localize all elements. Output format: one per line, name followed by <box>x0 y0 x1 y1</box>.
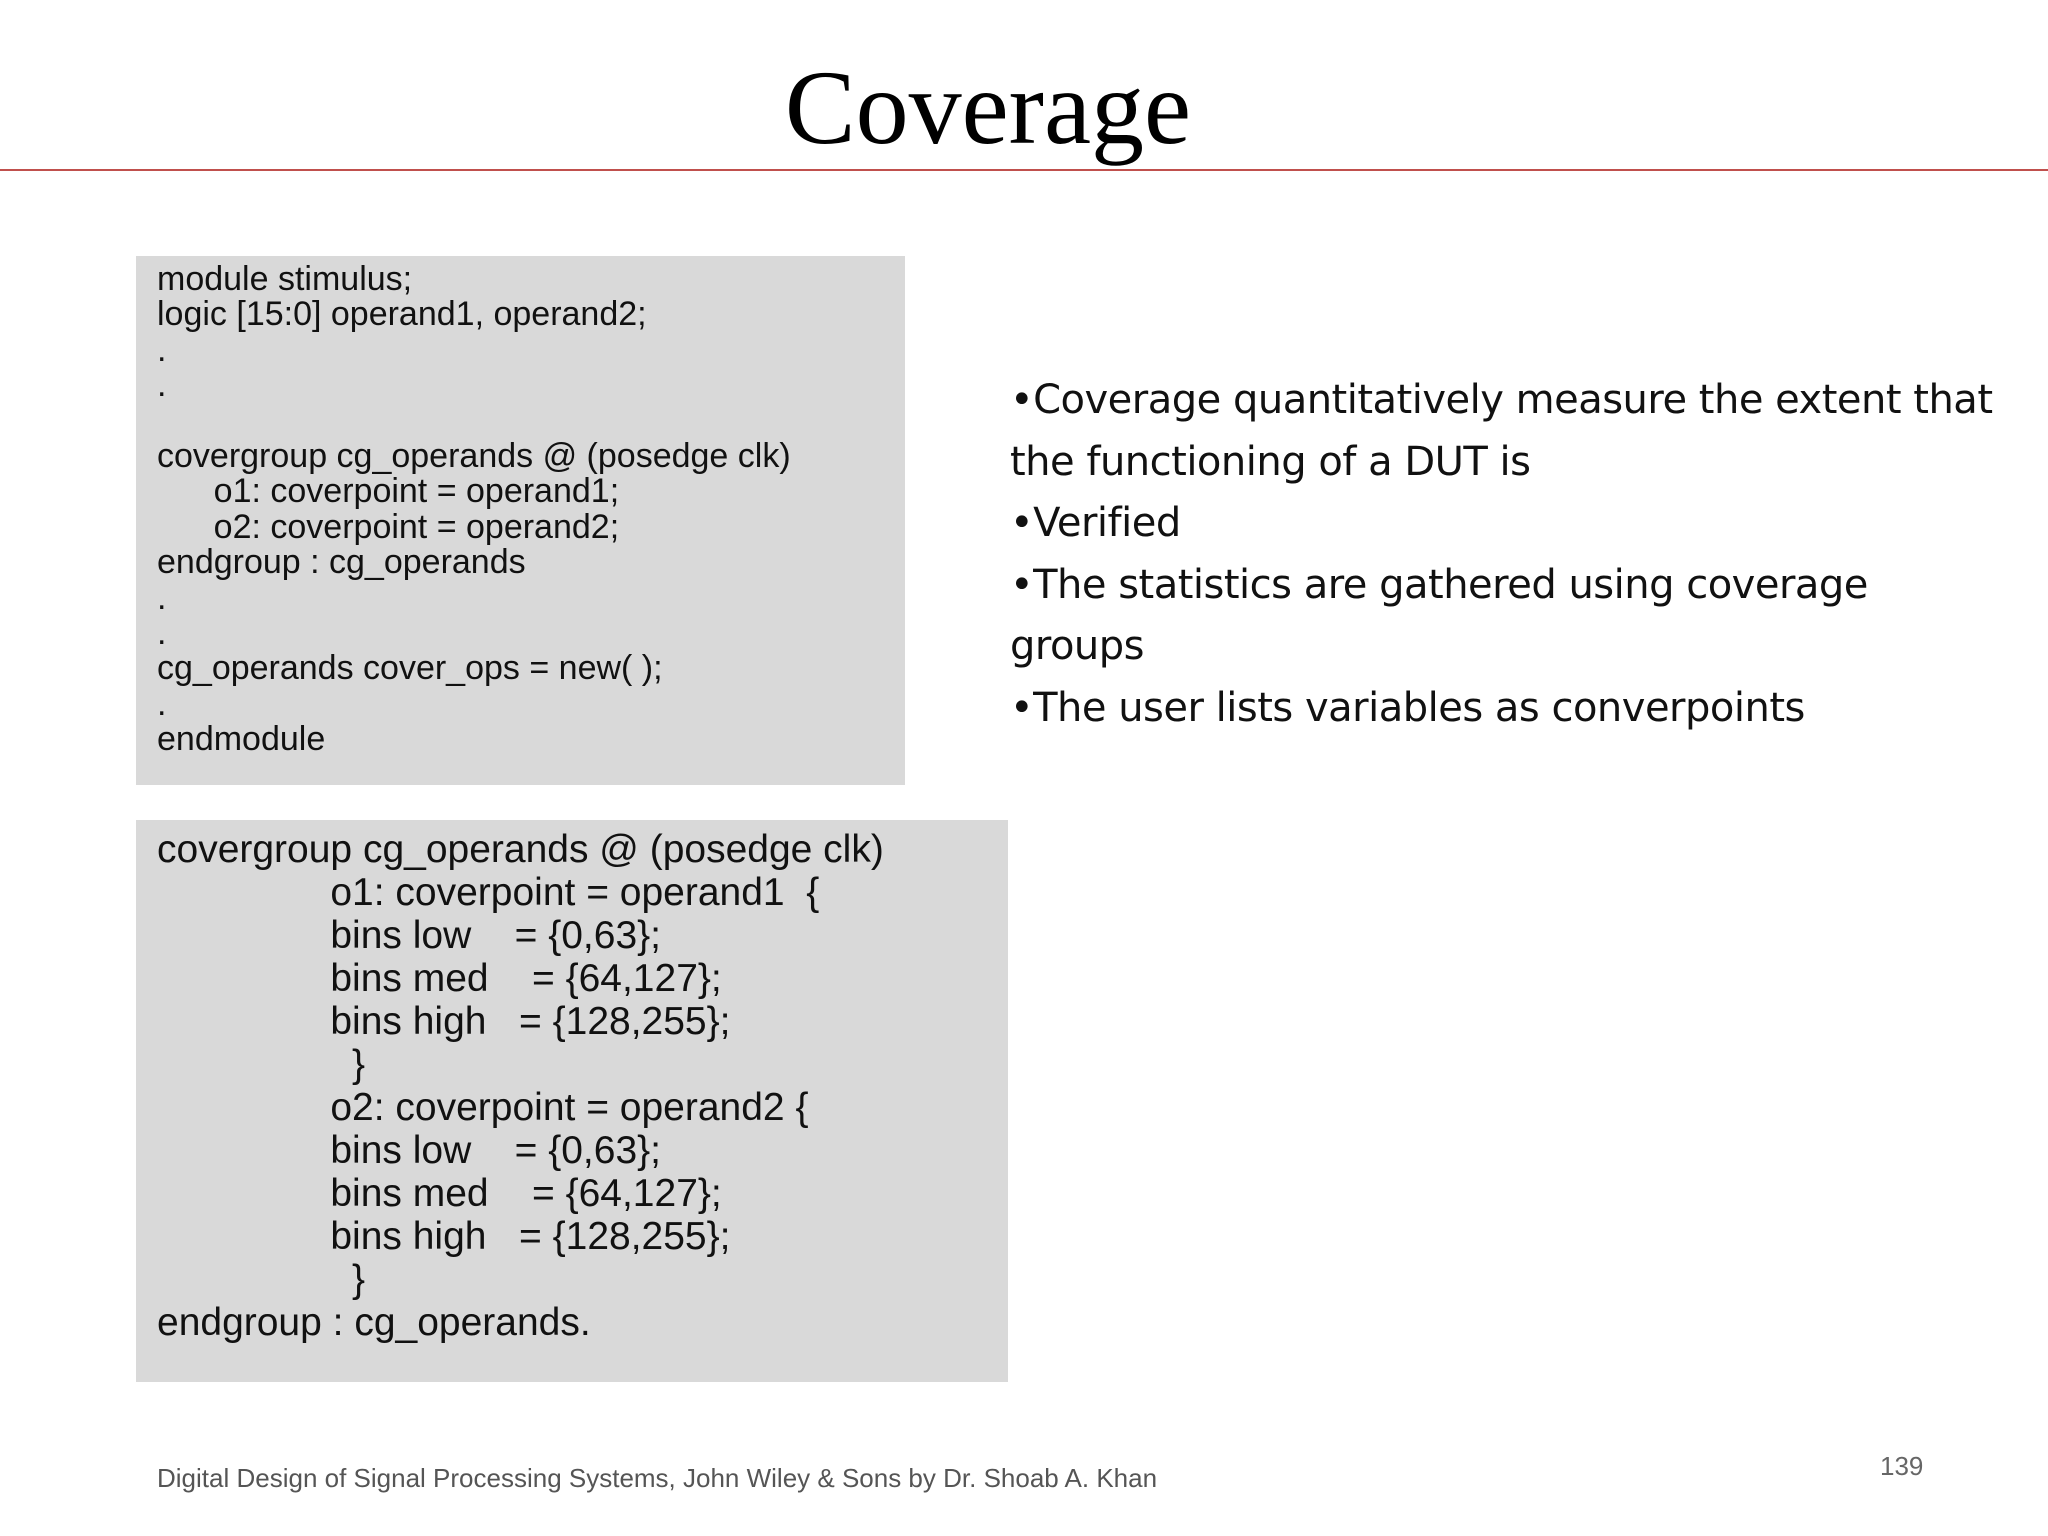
bullet-item: •Coverage quantitatively measure the extent that the functioning of a DUT is <box>1010 377 1993 485</box>
page-number: 139 <box>1880 1451 1924 1481</box>
bullet-item: •The user lists variables as converpoints <box>1010 684 1805 731</box>
footer-credit: Digital Design of Signal Processing Systems, John Wiley & Sons by Dr. Shoab A. Khan <box>157 1463 1158 1493</box>
code-text: module stimulus; logic [15:0] operand1, operand2; . . covergroup cg_operands @ (posedge clk) o1: coverpoint = operand1; o2: coverpoint = operand2; endgroup : cg_operands . . cg_operands cover_ops = new( ); . endmodule <box>157 260 791 759</box>
code-block-covergroup-bins <box>136 820 1008 1382</box>
code-block-stimulus-module <box>136 256 905 785</box>
bullet-item: •The statistics are gathered using coverage groups <box>1010 561 1868 669</box>
bullet-list <box>1010 370 2010 739</box>
title-divider <box>0 169 2048 171</box>
slide-title: Coverage <box>784 49 1192 166</box>
bullet-item: •Verified <box>1010 500 1181 546</box>
code-text: covergroup cg_operands @ (posedge clk) o1: coverpoint = operand1 { bins low = {0,63}; bins med = {64,127}; bins high = {128,255}; } o2: coverpoint = operand2 { bins low = {0,63}; bins med = {64,127}; bins high = {128,255}; } endgroup : cg_operands. <box>157 828 884 1344</box>
